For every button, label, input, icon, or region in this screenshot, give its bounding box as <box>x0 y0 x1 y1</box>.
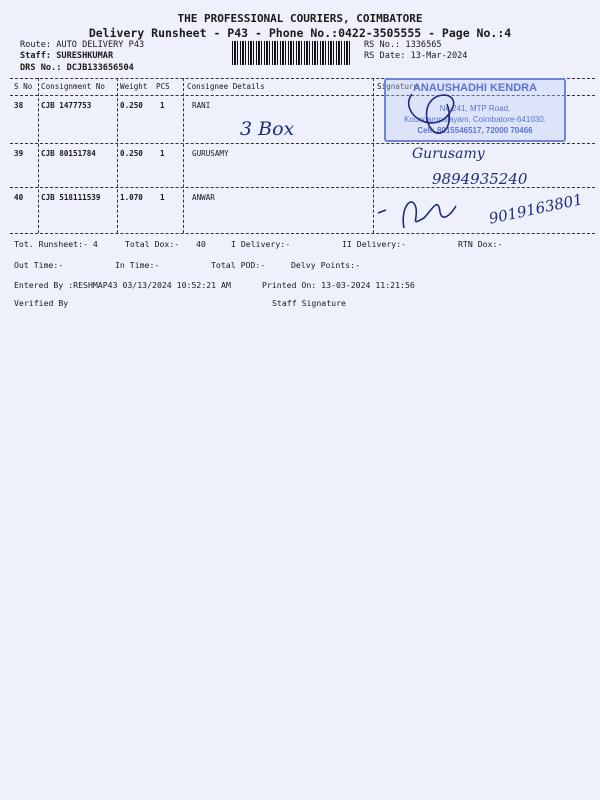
stamp-address-line: No.241, MTP Road, <box>439 104 511 113</box>
i-delivery-label: I Delivery:- <box>231 239 291 249</box>
staff-signature-label: Staff Signature <box>272 298 346 308</box>
row-weight: 1.070 <box>120 193 143 202</box>
column-header-consignee: Consignee Details <box>187 82 265 91</box>
total-runsheet: Tot. Runsheet:- 4 <box>14 239 98 249</box>
row-sno: 38 <box>14 101 24 110</box>
barcode <box>232 41 352 65</box>
stamp-phone-line: Cell: 8015546517, 72000 70466 <box>417 126 533 135</box>
row-consignee: ANWAR <box>192 193 215 202</box>
runsheet-title: Delivery Runsheet - P43 - Phone No.:0422-3505555 - Page No.:4 <box>88 26 512 40</box>
row-pcs: 1 <box>160 149 165 158</box>
row-consignment: CJB 518111539 <box>41 193 101 202</box>
drs-number: DRS No.: DCJB133656504 <box>20 63 134 73</box>
table-bottom-rule <box>10 233 595 234</box>
ii-delivery-label: II Delivery:- <box>342 239 407 249</box>
stamp-address-line: Koundampalayam, Coimbatore-641030. <box>404 115 546 124</box>
printed-on: Printed On: 13-03-2024 11:21:56 <box>262 280 415 290</box>
row-consignment: CJB 1477753 <box>41 101 92 110</box>
rs-date: RS Date: 13-Mar-2024 <box>364 51 468 61</box>
row-weight: 0.250 <box>120 101 143 110</box>
total-pod-label: Total POD:- <box>211 260 266 270</box>
column-header-pcs: PCS <box>156 82 170 91</box>
column-header-weight: Weight <box>120 82 148 91</box>
entered-by: Entered By :RESHMAP43 03/13/2024 10:52:21 AM <box>14 280 231 290</box>
column-divider <box>183 78 184 233</box>
rs-number: RS No.: 1336565 <box>364 40 442 50</box>
out-time-label: Out Time:- <box>14 260 64 270</box>
column-header-signature: Signature <box>377 82 419 91</box>
total-dox-value: 40 <box>196 239 206 249</box>
row-consignee: GURUSAMY <box>192 149 229 158</box>
column-divider <box>38 78 39 233</box>
column-header-consignment: Consignment No <box>41 82 106 91</box>
column-divider <box>117 78 118 233</box>
total-dox-label: Total Dox:- <box>125 239 180 249</box>
row-consignment: CJB 80151784 <box>41 149 96 158</box>
rtn-dox-label: RTN Dox:- <box>458 239 503 249</box>
delivery-points-label: Delvy Points:- <box>291 260 361 270</box>
row-pcs: 1 <box>160 101 165 110</box>
staff-label: Staff: SURESHKUMAR <box>20 51 114 61</box>
row-weight: 0.250 <box>120 149 143 158</box>
route-label: Route: AUTO DELIVERY P43 <box>20 40 145 50</box>
row-divider <box>10 143 595 144</box>
company-title: THE PROFESSIONAL COURIERS, COIMBATORE <box>177 12 423 25</box>
handwritten-phone: 9019163801 <box>487 190 585 228</box>
signature-scribble <box>392 84 472 154</box>
verified-by-label: Verified By <box>14 298 69 308</box>
row-pcs: 1 <box>160 193 165 202</box>
signature-scribble <box>370 188 490 233</box>
handwritten-box-note: 3 Box <box>240 118 295 140</box>
column-header-sno: S No <box>14 82 33 91</box>
handwritten-phone: 9894935240 <box>432 170 528 188</box>
handwritten-signature-gurusamy: Gurusamy <box>412 146 485 162</box>
stamp-name: ANAUSHADHI KENDRA <box>412 82 538 94</box>
in-time-label: In Time:- <box>115 260 160 270</box>
row-consignee: RANI <box>192 101 211 110</box>
row-sno: 40 <box>14 193 24 202</box>
row-sno: 39 <box>14 149 24 158</box>
